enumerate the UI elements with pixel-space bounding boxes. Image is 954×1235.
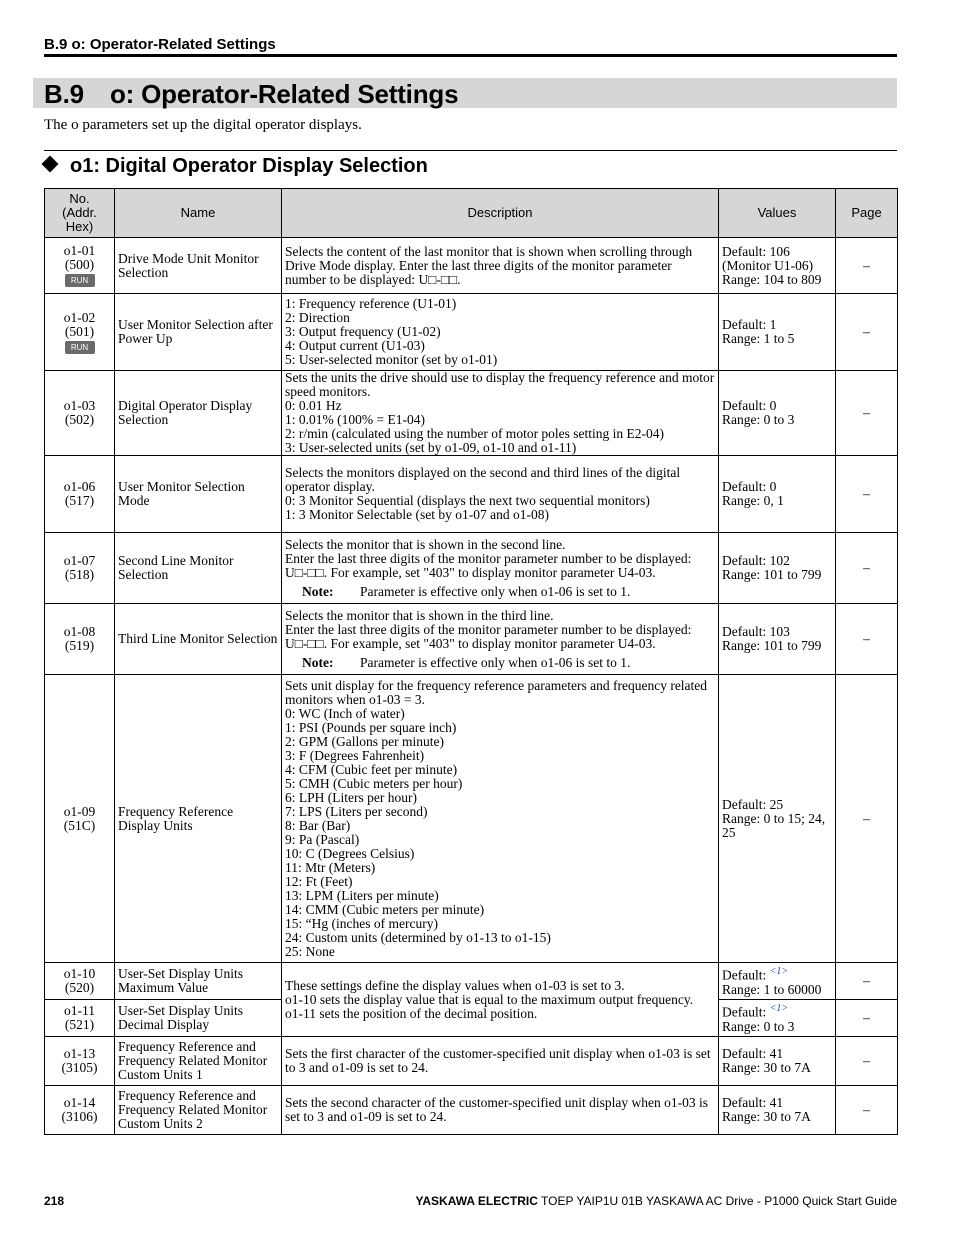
note-label: Note:: [302, 654, 334, 670]
value-text: Default:: [722, 967, 767, 983]
description-line: 4: CFM (Cubic feet per minute): [285, 761, 458, 777]
param-number-cell: [45, 294, 115, 371]
value-line: [722, 245, 832, 259]
value-text: Range: 0 to 3: [722, 1018, 795, 1034]
param-name: User-Set Display Units Decimal Display: [115, 1000, 282, 1037]
description-line: 5: User-selected monitor (set by o1-01): [285, 352, 498, 367]
col-header-description: Description: [282, 189, 719, 238]
running-header: B.9 o: Operator-Related Settings: [44, 36, 276, 53]
param-name: Frequency Reference and Frequency Related Monitor Custom Units 1: [115, 1037, 282, 1086]
description-line: 6: LPH (Liters per hour): [285, 789, 417, 805]
param-description: [282, 604, 719, 675]
description-line: 2: GPM (Gallons per minute): [285, 733, 444, 749]
param-address: (501): [64, 323, 95, 339]
description-line: Enter the last three digits of the monitor parameter number to be displayed: U□-□□. For example, set "403" to display monitor parameter U4-03.: [285, 621, 692, 651]
param-description: [282, 963, 719, 1037]
param-page: –: [836, 963, 898, 1000]
description-line: 10: C (Degrees Celsius): [285, 845, 415, 861]
description-line: o1-11 sets the position of the decimal position.: [285, 1005, 538, 1021]
subsection-title: o1: Digital Operator Display Selection: [70, 155, 428, 177]
param-name: Drive Mode Unit Monitor Selection: [115, 238, 282, 294]
value-line: [722, 480, 832, 494]
footer-document: [415, 1194, 897, 1208]
param-page: –: [836, 675, 898, 963]
value-line: [722, 413, 832, 427]
description-line: 2: Direction: [285, 310, 350, 325]
description-line: Selects the monitor that is shown in the second line.: [285, 536, 566, 552]
param-description: [282, 238, 719, 294]
description-line: Selects the content of the last monitor that is shown when scrolling through Drive Mode display. Enter the last three digits of the monitor parameter number to be displayed: U□-□□.: [285, 243, 693, 287]
value-line: [722, 639, 832, 653]
description-line: 1: PSI (Pounds per square inch): [285, 719, 457, 735]
table-row: [45, 675, 898, 963]
description-line: 14: CMM (Cubic meters per minute): [285, 901, 485, 917]
param-number: o1-10: [63, 966, 96, 981]
description-line: 8: Bar (Bar): [285, 817, 351, 833]
param-number-cell: [45, 1086, 115, 1135]
intro-text: The o parameters set up the digital operator displays.: [44, 117, 362, 133]
param-number: o1-14: [63, 1095, 96, 1110]
note: [285, 656, 715, 670]
param-page: –: [836, 456, 898, 533]
table-row: [45, 238, 898, 294]
param-description: [282, 1037, 719, 1086]
section-title: [44, 79, 458, 110]
value-line: [722, 812, 832, 840]
table-row: [45, 1037, 898, 1086]
description-line: 3: User-selected units (set by o1-09, o1-10 and o1-11): [285, 440, 577, 455]
note-text: Parameter is effective only when o1-06 is set to 1.: [360, 583, 631, 599]
param-number-cell: [45, 456, 115, 533]
param-name: Frequency Reference and Frequency Related Monitor Custom Units 2: [115, 1086, 282, 1135]
description-line: Sets the units the drive should use to display the frequency reference and motor speed monitors.: [285, 370, 715, 399]
value-text: Range: 1 to 5: [722, 331, 795, 346]
table-body: [45, 238, 898, 1135]
table-row: [45, 533, 898, 604]
description-line: 3: F (Degrees Fahrenheit): [285, 747, 425, 763]
diamond-bullet-icon: [42, 156, 59, 173]
description-line: 9: Pa (Pascal): [285, 831, 360, 847]
footnote-ref-link[interactable]: <1>: [769, 1003, 789, 1015]
param-values: [719, 604, 836, 675]
value-line: [722, 965, 832, 983]
value-text: Default: 106: [722, 243, 790, 259]
description-line: 5: CMH (Cubic meters per hour): [285, 775, 463, 791]
param-address: (517): [64, 493, 95, 508]
param-number-cell: [45, 371, 115, 456]
param-number: o1-02: [63, 309, 96, 325]
param-name: Frequency Reference Display Units: [115, 675, 282, 963]
description-line: 24: Custom units (determined by o1-13 to o1-15): [285, 929, 551, 945]
value-line: [722, 273, 832, 287]
value-line: [722, 554, 832, 568]
param-page: –: [836, 371, 898, 456]
value-text: Default: 0: [722, 398, 777, 413]
value-text: Range: 30 to 7A: [722, 1060, 811, 1075]
value-line: [722, 798, 832, 812]
value-line: [722, 983, 832, 997]
param-name: Third Line Monitor Selection: [115, 604, 282, 675]
col-header-values: Values: [719, 189, 836, 238]
value-text: Default: 1: [722, 317, 777, 332]
param-number-cell: [45, 238, 115, 294]
value-text: Default: 41: [722, 1095, 784, 1110]
param-address: (51C): [63, 817, 96, 833]
param-description: [282, 675, 719, 963]
value-line: [722, 1020, 832, 1034]
description-line: 1: Frequency reference (U1-01): [285, 296, 457, 311]
param-page: –: [836, 1000, 898, 1037]
footer-brand: YASKAWA ELECTRIC: [415, 1194, 538, 1208]
param-number-cell: [45, 1037, 115, 1086]
param-name: User Monitor Selection after Power Up: [115, 294, 282, 371]
table-row: [45, 371, 898, 456]
description-line: 0: 3 Monitor Sequential (displays the next two sequential monitors): [285, 493, 650, 508]
value-text: Default:: [722, 1004, 767, 1020]
table-row: [45, 1086, 898, 1135]
description-line: Selects the monitors displayed on the second and third lines of the digital operator display.: [285, 465, 681, 494]
value-text: Range: 0 to 3: [722, 412, 795, 427]
description-line: 1: 0.01% (100% = E1-04): [285, 412, 425, 427]
run-enabled-icon: RUN: [65, 341, 95, 354]
param-values: [719, 1000, 836, 1037]
run-enabled-icon: RUN: [65, 274, 95, 287]
section-number: B.9: [44, 79, 84, 109]
value-text: Range: 101 to 799: [722, 638, 822, 653]
param-address: (518): [64, 567, 95, 582]
param-number: o1-13: [63, 1046, 96, 1061]
description-line: Sets unit display for the frequency reference parameters and frequency related monitors when o1-03 = 3.: [285, 677, 708, 707]
param-description: [282, 456, 719, 533]
value-text: Default: 41: [722, 1046, 784, 1061]
param-description: [282, 533, 719, 604]
param-number: o1-01: [63, 243, 96, 258]
param-number: o1-06: [63, 479, 96, 494]
param-values: [719, 1086, 836, 1135]
param-number-cell: [45, 675, 115, 963]
description-line: These settings define the display values when o1-03 is set to 3.: [285, 977, 625, 993]
table-header-row: [45, 189, 898, 238]
param-number-cell: [45, 604, 115, 675]
param-number-cell: [45, 1000, 115, 1037]
param-description: [282, 371, 719, 456]
value-line: [722, 568, 832, 582]
param-address: (3106): [61, 1109, 98, 1124]
param-values: [719, 294, 836, 371]
value-text: Default: 103: [722, 624, 790, 639]
parameter-table: [44, 188, 898, 1135]
param-name: User Monitor Selection Mode: [115, 456, 282, 533]
description-line: Sets the first character of the customer-specified unit display when o1-03 is set to 3 and o1-09 is set to 24.: [285, 1046, 711, 1075]
param-number-cell: [45, 533, 115, 604]
col-header-no: [45, 189, 115, 238]
description-line: 7: LPS (Liters per second): [285, 803, 428, 819]
param-page: –: [836, 238, 898, 294]
value-text: Default: 102: [722, 553, 790, 568]
param-number: o1-07: [63, 553, 96, 568]
param-values: [719, 371, 836, 456]
param-address: (519): [64, 638, 95, 653]
value-text: Range: 0, 1: [722, 493, 784, 508]
intro-rule: [44, 150, 897, 151]
value-line: [722, 259, 832, 273]
param-address: (521): [64, 1017, 95, 1032]
note-label: Note:: [302, 583, 334, 599]
param-name: Second Line Monitor Selection: [115, 533, 282, 604]
col-header-no-text: No. (Addr. Hex): [62, 191, 97, 234]
description-line: Sets the second character of the customer-specified unit display when o1-03 is set to 3 and o1-09 is set to 24.: [285, 1095, 708, 1124]
param-values: [719, 675, 836, 963]
table-row: [45, 963, 898, 1000]
param-description: [282, 294, 719, 371]
table-row: [45, 456, 898, 533]
param-number-cell: [45, 963, 115, 1000]
description-line: Enter the last three digits of the monitor parameter number to be displayed: U□-□□. For example, set "403" to display monitor parameter U4-03.: [285, 550, 692, 580]
col-header-name: Name: [115, 189, 282, 238]
value-text: Range: 0 to 15; 24, 25: [722, 810, 826, 840]
description-line: 4: Output current (U1-03): [285, 338, 425, 353]
col-header-page: Page: [836, 189, 898, 238]
footer-doc-title: TOEP YAIP1U 01B YASKAWA AC Drive - P1000 Quick Start Guide: [541, 1194, 897, 1208]
description-line: 2: r/min (calculated using the number of motor poles setting in E2-04): [285, 426, 665, 441]
value-line: [722, 1096, 832, 1110]
header-rule: [44, 54, 897, 57]
value-text: Range: 1 to 60000: [722, 981, 822, 997]
note: [285, 585, 715, 599]
description-line: 11: Mtr (Meters): [285, 859, 376, 875]
description-line: 0: WC (Inch of water): [285, 705, 405, 721]
param-name: Digital Operator Display Selection: [115, 371, 282, 456]
value-line: [722, 494, 832, 508]
footnote-ref-link[interactable]: <1>: [769, 966, 789, 978]
param-address: (3105): [61, 1060, 98, 1075]
param-values: [719, 1037, 836, 1086]
value-line: [722, 399, 832, 413]
value-line: [722, 1061, 832, 1075]
table-row: [45, 294, 898, 371]
description-line: 3: Output frequency (U1-02): [285, 324, 441, 339]
description-line: 25: None: [285, 943, 335, 959]
param-number: o1-08: [63, 624, 96, 639]
description-line: 1: 3 Monitor Selectable (set by o1-07 and o1-08): [285, 507, 549, 522]
param-address: (520): [64, 980, 95, 995]
param-page: –: [836, 533, 898, 604]
param-page: –: [836, 1037, 898, 1086]
param-address: (500): [64, 257, 95, 272]
description-line: 13: LPM (Liters per minute): [285, 887, 439, 903]
section-title-text: o: Operator-Related Settings: [110, 79, 459, 109]
note-text: Parameter is effective only when o1-06 is set to 1.: [360, 654, 631, 670]
table-row: [45, 604, 898, 675]
value-text: Range: 104 to 809: [722, 271, 822, 287]
value-line: [722, 332, 832, 346]
param-page: –: [836, 1086, 898, 1135]
param-name: User-Set Display Units Maximum Value: [115, 963, 282, 1000]
param-page: –: [836, 294, 898, 371]
param-number: o1-11: [64, 1003, 95, 1018]
value-text: Range: 101 to 799: [722, 567, 822, 582]
description-line: Selects the monitor that is shown in the third line.: [285, 607, 554, 623]
value-line: [722, 1047, 832, 1061]
param-values: [719, 963, 836, 1000]
description-line: 0: 0.01 Hz: [285, 398, 342, 413]
param-number: o1-09: [63, 803, 96, 819]
param-description: [282, 1086, 719, 1135]
value-text: Default: 25: [722, 796, 784, 812]
param-values: [719, 456, 836, 533]
value-line: [722, 1002, 832, 1020]
value-text: Range: 30 to 7A: [722, 1109, 811, 1124]
description-line: 15: “Hg (inches of mercury): [285, 915, 438, 931]
value-text: (Monitor U1-06): [722, 257, 814, 273]
value-line: [722, 318, 832, 332]
description-line: 12: Ft (Feet): [285, 873, 353, 889]
value-line: [722, 1110, 832, 1124]
value-line: [722, 625, 832, 639]
param-values: [719, 238, 836, 294]
footer-page-number: 218: [44, 1194, 65, 1208]
param-number: o1-03: [63, 398, 96, 413]
param-address: (502): [64, 412, 95, 427]
description-line: o1-10 sets the display value that is equal to the maximum output frequency.: [285, 991, 694, 1007]
value-text: Default: 0: [722, 479, 777, 494]
param-page: –: [836, 604, 898, 675]
param-values: [719, 533, 836, 604]
